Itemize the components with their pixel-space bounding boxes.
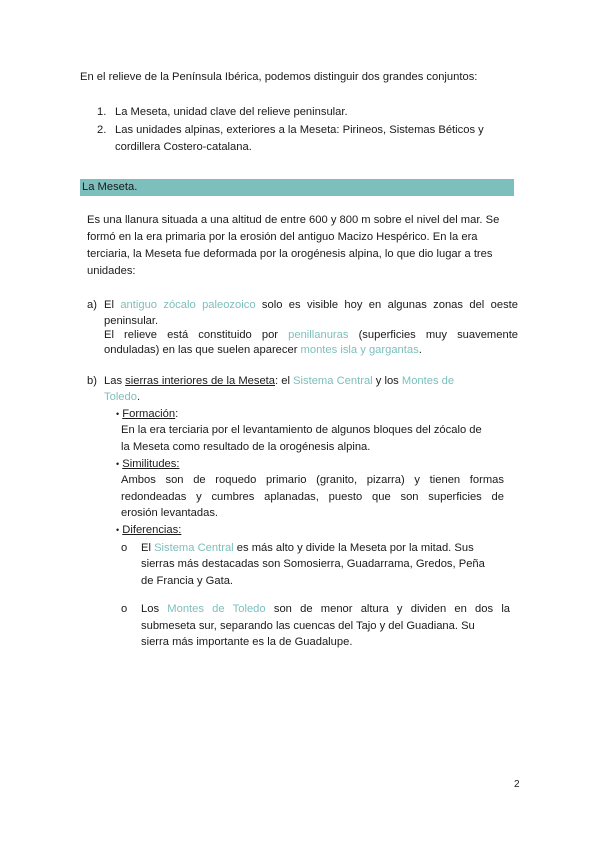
list-number-2: 2. xyxy=(97,124,107,136)
highlight-term: Sistema Central xyxy=(154,542,234,554)
circle-bullet-icon: o xyxy=(121,542,128,554)
highlight-term: Montes de xyxy=(401,375,455,387)
item-a-text: (superficies muy suavemente xyxy=(358,329,519,341)
formacion-title: Formación xyxy=(122,408,176,420)
highlight-term: montes isla y gargantas xyxy=(300,344,419,356)
formacion-line-1: En la era terciaria por el levantamiento de algunos bloques del zócalo de xyxy=(121,424,482,436)
para-line-4: unidades: xyxy=(87,265,136,277)
formacion-heading: • Formación: xyxy=(116,408,179,420)
similitudes-line-1: Ambos son de roquedo primario (granito, pizarra) y tienen formas xyxy=(121,474,504,486)
item-a-text: solo es visible hoy en algunas zonas del oeste xyxy=(261,299,519,311)
list-item-2-line1: Las unidades alpinas, exteriores a la Meseta: Pirineos, Sistemas Béticos y xyxy=(115,124,484,136)
diferencias-text: Los xyxy=(141,603,160,615)
similitudes-title: Similitudes: xyxy=(122,458,180,470)
diferencias-heading xyxy=(116,522,181,539)
item-a-text: El relieve está constituido por xyxy=(104,329,279,341)
para-line-3: terciaria, la Meseta fue deformada por la orogénesis alpina, lo que dio lugar a tres xyxy=(87,248,493,260)
list-item-2-line2: cordillera Costero-catalana. xyxy=(115,141,252,153)
section-header xyxy=(80,179,514,196)
list-item-1: La Meseta, unidad clave del relieve peninsular. xyxy=(115,106,348,118)
highlight-term: penillanuras xyxy=(288,329,349,341)
para-line-1: Es una llanura situada a una altitud de entre 600 y 800 m sobre el nivel del mar. Se xyxy=(87,214,500,226)
diferencias-2-line-3: sierra más importante es la de Guadalupe. xyxy=(141,636,353,648)
highlight-term: Montes de Toledo xyxy=(167,603,266,615)
item-b-line-2 xyxy=(104,389,140,406)
item-b-text: . xyxy=(136,391,141,403)
list-number-1: 1. xyxy=(97,106,107,118)
item-a-line-4 xyxy=(104,342,422,359)
diferencias-title: Diferencias: xyxy=(122,524,182,536)
diferencias-1-line-2: sierras más destacadas son Somosierra, Guadarrama, Gredos, Peña xyxy=(141,558,485,570)
diferencias-text: es más alto y divide la Meseta por la mitad. Sus xyxy=(236,542,474,554)
highlight-term: antiguo zócalo paleozoico xyxy=(120,299,256,311)
diferencias-2-line-2: submeseta sur, separando las cuencas del Tajo y del Guadiana. Su xyxy=(141,620,475,632)
highlight-term: Sistema Central xyxy=(293,375,373,387)
bullet-icon: • xyxy=(116,525,120,535)
item-b-text: : el xyxy=(275,375,290,387)
item-a-label: a) xyxy=(87,299,97,311)
item-b-text: y los xyxy=(375,375,399,387)
diferencias-1-line-3: de Francia y Gata. xyxy=(141,575,234,587)
bullet-icon: • xyxy=(116,459,120,469)
intro-text: En el relieve de la Península Ibérica, podemos distinguir dos grandes conjuntos: xyxy=(80,71,478,83)
item-a-text: onduladas) en las que suelen aparecer xyxy=(104,344,298,356)
section-title: La Meseta. xyxy=(82,181,138,193)
item-b-line-1 xyxy=(104,373,454,390)
item-a-line-1 xyxy=(104,297,518,314)
similitudes-line-2: redondeadas y cumbres aplanadas, puesto que son superficies de xyxy=(121,491,504,503)
item-b-text: Las xyxy=(104,375,123,387)
para-line-2: formó en la era primaria por la erosión del antiguo Macizo Hespérico. En la era xyxy=(87,231,478,243)
item-b-label: b) xyxy=(87,375,97,387)
item-a-text: . xyxy=(418,344,422,356)
page-number: 2 xyxy=(514,779,520,790)
diferencias-2-line-1 xyxy=(141,601,510,618)
similitudes-heading xyxy=(116,456,179,473)
similitudes-line-3: erosión levantadas. xyxy=(121,507,219,519)
circle-bullet-icon: o xyxy=(121,603,128,615)
item-a-line-2: peninsular. xyxy=(104,315,159,327)
diferencias-1-line-1 xyxy=(141,540,474,557)
underlined-term: sierras interiores de la Meseta xyxy=(125,375,276,387)
diferencias-text: El xyxy=(141,542,151,554)
highlight-term: Toledo xyxy=(104,391,137,403)
item-a-text: El xyxy=(104,299,114,311)
formacion-line-2: la Meseta como resultado de la orogénesis alpina. xyxy=(121,441,371,453)
bullet-icon: • xyxy=(116,409,120,419)
diferencias-text: son de menor altura y dividen en dos la xyxy=(273,603,511,615)
